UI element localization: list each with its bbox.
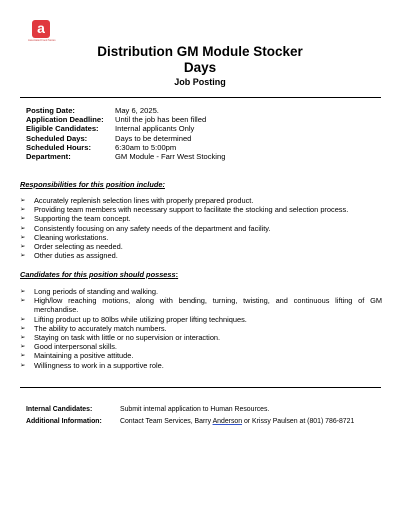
info-label: Eligible Candidates: bbox=[26, 124, 99, 134]
info-value: Days to be determined bbox=[115, 133, 192, 143]
footer-row-additional bbox=[26, 416, 354, 428]
list-item: ➢ High/low reaching motions, along with bending, turning, twisting, and continuous lifting of GM merchandise. bbox=[20, 296, 382, 315]
list-item: ➢ Order selecting as needed. bbox=[20, 242, 123, 252]
arrow-bullet-icon: ➢ bbox=[20, 233, 26, 241]
list-item: ➢ Maintaining a positive attitude. bbox=[20, 351, 134, 361]
list-item: ➢ Supporting the team concept. bbox=[20, 214, 131, 224]
info-row bbox=[26, 143, 225, 152]
list-item: ➢ Long periods of standing and walking. bbox=[20, 287, 159, 296]
arrow-bullet-icon: ➢ bbox=[20, 243, 26, 251]
arrow-bullet-icon: ➢ bbox=[20, 252, 26, 260]
list-item: ➢ Consistently focusing on any safety needs of the department and facility. bbox=[20, 223, 271, 233]
arrow-bullet-icon: ➢ bbox=[20, 215, 26, 223]
info-value: May 6, 2025. bbox=[115, 106, 159, 115]
responsibilities-heading: Responsibilities for this position include: bbox=[20, 180, 165, 189]
arrow-bullet-icon: ➢ bbox=[20, 315, 26, 323]
arrow-bullet-icon: ➢ bbox=[20, 297, 26, 305]
info-row bbox=[26, 124, 225, 133]
company-logo bbox=[28, 20, 54, 42]
list-item: ➢ Lifting product up to 80lbs while utilizing proper lifting techniques. bbox=[20, 314, 247, 324]
info-label: Posting Date: bbox=[26, 106, 75, 115]
logo-text: Associated Food Stores bbox=[28, 39, 56, 42]
internal-candidates-value: Submit internal application to Human Resources. bbox=[120, 406, 270, 413]
info-value: Until the job has been filled bbox=[115, 115, 207, 125]
additional-info-label: Additional Information: bbox=[26, 418, 102, 425]
arrow-bullet-icon: ➢ bbox=[20, 197, 26, 204]
info-label: Department: bbox=[26, 152, 71, 162]
info-row bbox=[26, 134, 225, 143]
arrow-bullet-icon: ➢ bbox=[20, 352, 26, 360]
logo-letter: a bbox=[37, 20, 45, 36]
logo-mark bbox=[32, 20, 50, 38]
arrow-bullet-icon: ➢ bbox=[20, 334, 26, 342]
responsibilities-list bbox=[20, 196, 382, 260]
footer-info bbox=[26, 404, 354, 428]
internal-candidates-label: Internal Candidates: bbox=[26, 406, 93, 413]
list-item: ➢ Cleaning workstations. bbox=[20, 232, 109, 242]
qualifications-heading-colon: : bbox=[175, 270, 179, 279]
info-label: Application Deadline: bbox=[26, 115, 104, 125]
list-item: ➢ Good interpersonal skills. bbox=[20, 342, 117, 352]
qualifications-heading-text: Candidates for this position should possess bbox=[20, 270, 176, 279]
job-title: Distribution GM Module Stocker bbox=[97, 44, 303, 59]
list-item: ➢ Providing team members with necessary support to facilitate the stocking and selection process. bbox=[20, 205, 349, 215]
info-row bbox=[26, 152, 225, 161]
footer-row-internal bbox=[26, 404, 354, 416]
info-value: GM Module - Farr West Stocking bbox=[115, 152, 226, 162]
arrow-bullet-icon: ➢ bbox=[20, 343, 26, 351]
list-item: ➢ Willingness to work in a supportive role. bbox=[20, 360, 164, 370]
bottom-divider bbox=[20, 387, 381, 388]
document-subtitle: Job Posting bbox=[174, 77, 226, 87]
list-item: ➢ The ability to accurately match numbers. bbox=[20, 323, 167, 333]
info-label: Scheduled Days: bbox=[26, 133, 88, 143]
arrow-bullet-icon: ➢ bbox=[20, 361, 26, 369]
list-item: ➢ Staying on task with little or no supervision or interaction. bbox=[20, 333, 221, 343]
info-value: 6:30am to 5:00pm bbox=[115, 142, 177, 152]
top-divider bbox=[20, 97, 381, 98]
arrow-bullet-icon: ➢ bbox=[20, 224, 26, 232]
qualifications-list bbox=[20, 287, 382, 370]
job-info-table bbox=[26, 106, 225, 161]
list-item: ➢ Accurately replenish selection lines with properly prepared product. bbox=[20, 196, 254, 205]
info-row bbox=[26, 115, 225, 124]
arrow-bullet-icon: ➢ bbox=[20, 288, 26, 295]
list-item: ➢ Other duties as assigned. bbox=[20, 251, 118, 261]
job-title-shift: Days bbox=[183, 60, 217, 75]
additional-info-text-end: or Krissy Paulsen at (801) 786-8721 bbox=[242, 418, 355, 425]
additional-info-text: Contact Team Services, Barry bbox=[120, 418, 213, 425]
document-header bbox=[0, 44, 400, 88]
arrow-bullet-icon: ➢ bbox=[20, 206, 26, 214]
info-label: Scheduled Hours: bbox=[26, 142, 91, 152]
arrow-bullet-icon: ➢ bbox=[20, 324, 26, 332]
contact-name: Anderson bbox=[212, 418, 243, 425]
info-value: Internal applicants Only bbox=[115, 124, 195, 134]
info-row bbox=[26, 106, 225, 115]
additional-info-value bbox=[120, 416, 354, 428]
qualifications-heading bbox=[20, 270, 178, 279]
